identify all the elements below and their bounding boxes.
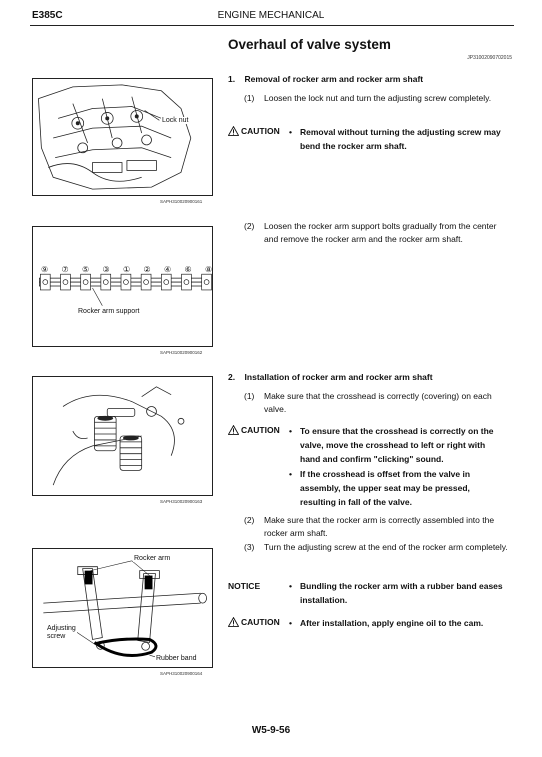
figure-code: SAPH310020900163 <box>160 499 203 504</box>
figure-code: SAPH310020900161 <box>160 199 203 204</box>
bolt-head <box>43 280 48 285</box>
document-id: JP31002090702015 <box>467 55 512 61</box>
bolt-sequence-number: ③ <box>102 265 110 274</box>
rocker-arm-band-illustration <box>33 549 212 667</box>
page-title: Overhaul of valve system <box>228 37 391 52</box>
header-divider <box>30 25 514 26</box>
bolt-head <box>123 280 128 285</box>
rocker-arm-support-label: Rocker arm support <box>78 308 140 315</box>
step-text: Turn the adjusting screw at the end of the rocker arm completely. <box>264 542 508 552</box>
caution-text: After installation, apply engine oil to the cam. <box>300 618 484 628</box>
bolt-head <box>144 280 149 285</box>
caution-label: CAUTION <box>241 425 280 435</box>
bolt-sequence-number: ⑤ <box>82 265 90 274</box>
caution-tag <box>228 425 280 435</box>
caution-tag <box>228 617 280 627</box>
rocker-shaft-illustration <box>33 227 212 346</box>
caution-text: To ensure that the crosshead is correctly on the valve, move the crosshead to left or right with hand and confirm "clicking" sound. <box>300 426 494 464</box>
caution-text: Removal without turning the adjusting screw may bend the rocker arm shaft. <box>300 127 501 151</box>
notice-label: NOTICE <box>228 581 261 591</box>
notice-text: Bundling the rocker arm with a rubber band eases installation. <box>300 581 503 605</box>
bolt-sequence-number: ① <box>123 265 131 274</box>
bolt-sequence-number: ② <box>143 265 151 274</box>
bolt-head <box>164 280 169 285</box>
valve-spring-illustration <box>33 377 212 495</box>
figure-lock-nut <box>32 78 213 196</box>
step-text: Loosen the rocker arm support bolts gradually from the center and remove the rocker arm and the rocker arm shaft. <box>264 221 497 244</box>
caution-tag <box>228 126 280 136</box>
rubber-band-label: Rubber band <box>156 655 197 662</box>
warning-icon <box>228 425 239 435</box>
caution-label: CAUTION <box>241 617 280 627</box>
bolt-head <box>204 280 209 285</box>
bolt-head <box>63 280 68 285</box>
step-text: Loosen the lock nut and turn the adjusting screw completely. <box>264 93 492 103</box>
step-text: Make sure that the rocker arm is correctly assembled into the rocker arm shaft. <box>264 515 495 538</box>
figure-rubber-band <box>32 548 213 668</box>
bolt-sequence-number: ⑨ <box>41 265 49 274</box>
page-number: W5-9-56 <box>251 725 291 736</box>
section-heading-removal: 1. Removal of rocker arm and rocker arm shaft <box>228 74 424 84</box>
figure-rocker-arm-support <box>32 226 213 347</box>
lock-nut-label: Lock nut <box>162 117 189 124</box>
caution-text: If the crosshead is offset from the valve in assembly, the upper seat may be pressed, resulting in fall of the valve. <box>300 469 471 507</box>
section-title: ENGINE MECHANICAL <box>217 10 325 21</box>
engine-head-illustration <box>33 79 212 195</box>
bolt-sequence-number: ⑦ <box>61 265 69 274</box>
step-number: (3) <box>244 542 255 552</box>
figure-crosshead <box>32 376 213 496</box>
rocker-arm-label: Rocker arm <box>134 555 171 562</box>
caution-label: CAUTION <box>241 126 280 136</box>
step-text: Make sure that the crosshead is correctly (covering) on each valve. <box>264 391 492 414</box>
model-code: E385C <box>32 10 63 21</box>
warning-icon <box>228 126 239 136</box>
bolt-sequence-number: ⑥ <box>184 265 192 274</box>
section-heading-installation: 2. Installation of rocker arm and rocker arm shaft <box>228 372 433 382</box>
bolt-head <box>103 280 108 285</box>
bolt-head <box>184 280 189 285</box>
figure-code: SAPH310020900162 <box>160 350 203 355</box>
figure-code: SAPH310020900164 <box>160 671 203 676</box>
step-number: (1) <box>244 93 255 103</box>
step-number: (1) <box>244 391 255 401</box>
step-number: (2) <box>244 221 255 231</box>
warning-icon <box>228 617 239 627</box>
bolt-sequence-number: ④ <box>164 265 172 274</box>
bolt-sequence-number: ⑧ <box>205 265 213 274</box>
bolt-head <box>83 280 88 285</box>
adjusting-screw-label: Adjusting screw <box>47 625 76 640</box>
step-number: (2) <box>244 515 255 525</box>
